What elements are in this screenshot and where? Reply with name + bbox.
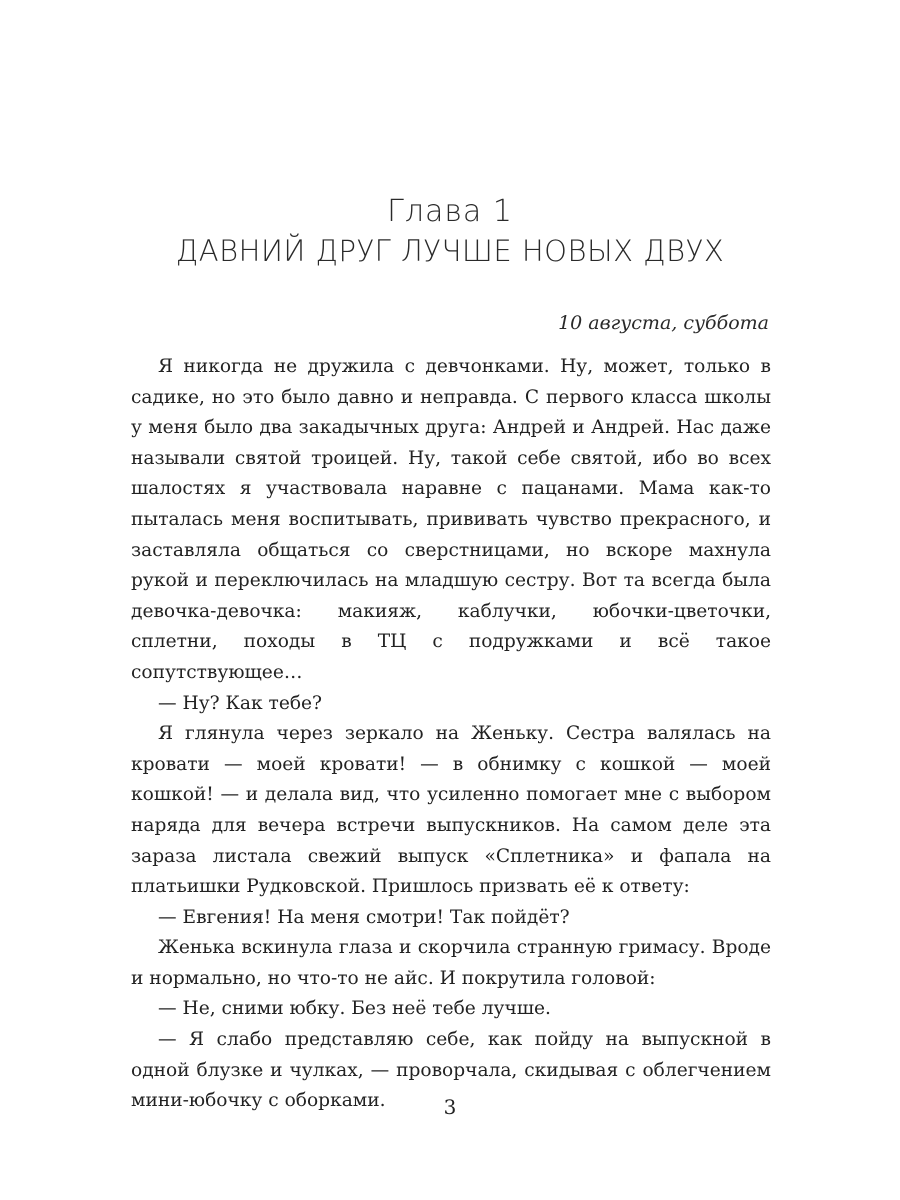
paragraph: Я никогда не дружила с девчонками. Ну, может, только в садике, но это было давно и неправда. С первого класса школы у меня было два закадычных друга: Андрей и Андрей. Нас даже называли святой троицей. Ну, такой себе святой, ибо во всех шалостях я участвовала наравне с пацанами. Мама как-то пыталась меня воспитывать, прививать чувство прекрасного, и заставляла общаться со сверстницами, но вскоре махнула рукой и переключилась на младшую сестру. Вот та всегда была девочка-девочка: макияж, каблучки, юбочки-цветочки, сплетни, походы в ТЦ с подружками и всё такое сопутствующее… [131,356,771,683]
page-number: 3 [443,1095,457,1119]
chapter-title: ДАВНИЙ ДРУГ ЛУЧШЕ НОВЫХ ДВУХ [175,234,725,268]
body-text [131,352,771,1117]
chapter-number: Глава 1 [387,194,513,229]
paragraph: Женька вскинула глаза и скорчила странную гримасу. Вроде и нормально, но что-то не айс. И покрутила головой: [131,937,771,989]
paragraph: — Не, сними юбку. Без неё тебе лучше. [158,998,551,1020]
paragraph: — Ну? Как тебе? [158,692,323,714]
chapter-date: 10 августа, суббота [558,312,769,334]
paragraph: — Я слабо представляю себе, как пойду на выпускной в одной блузке и чулках, — проворчала, скидывая с облегчением мини-юбочку с оборками. [131,1029,771,1112]
paragraph: — Евгения! На меня смотри! Так пойдёт? [158,906,570,928]
paragraph: Я глянула через зеркало на Женьку. Сестра валялась на кровати — моей кровати! — в обнимку с кошкой — моей кошкой! — и делала вид, что усиленно помогает мне с выбором наряда для вечера встречи выпускников. На самом деле эта зараза листала свежий выпуск «Сплетника» и фапала на платьишки Рудковской. Пришлось призвать её к ответу: [131,723,771,898]
